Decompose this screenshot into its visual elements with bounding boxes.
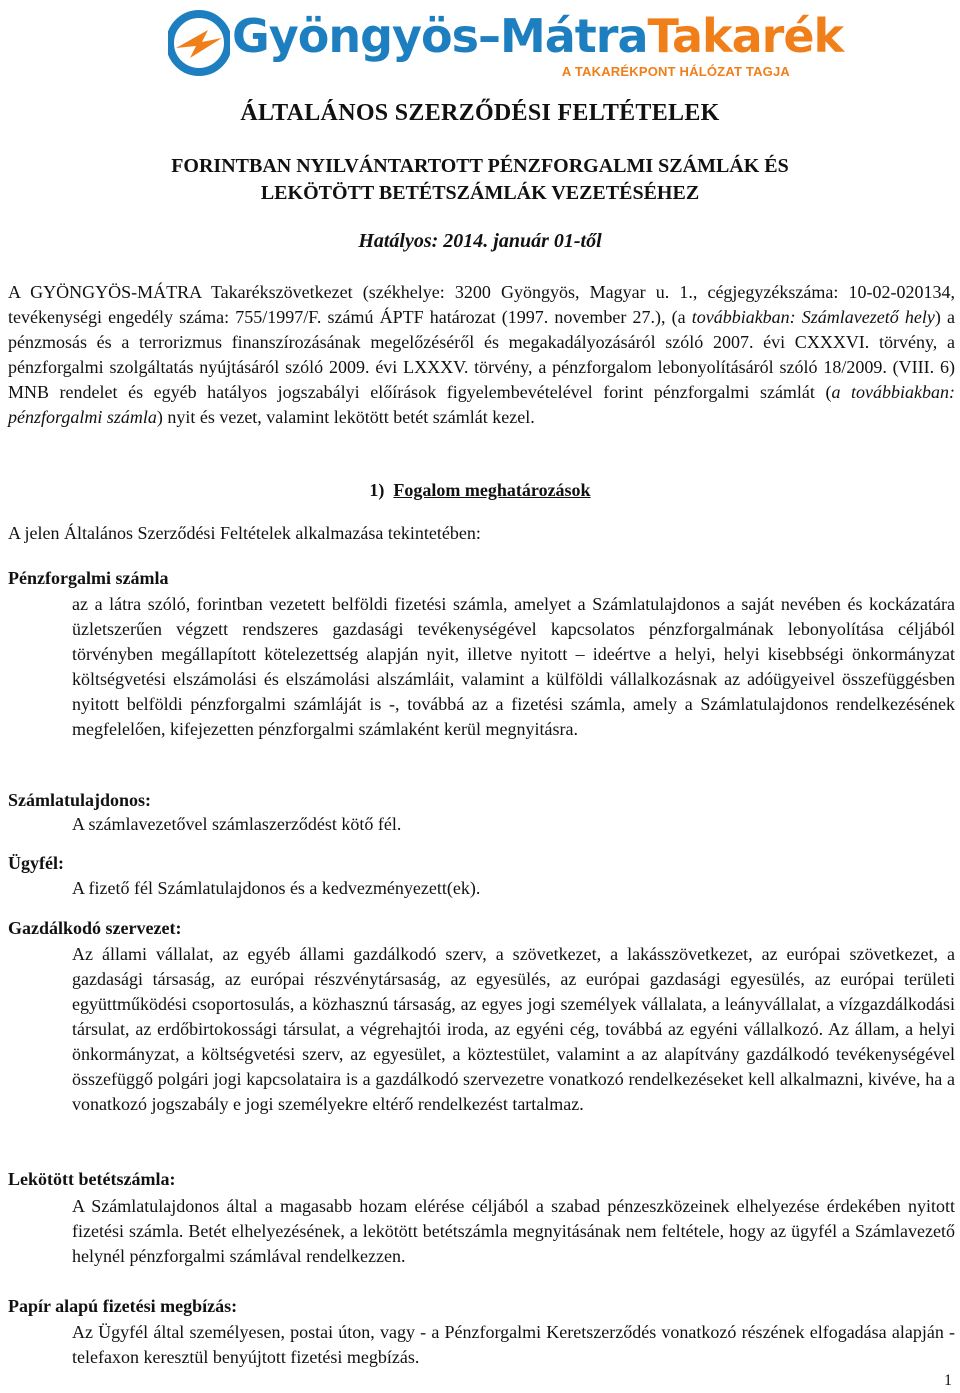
definition-text: A Számlatulajdonos által a magasabb hozam elérése céljából a szabad pénzeszközeinek elhelyezése érdekében nyitott fizetési számla. Betét elhelyezésének, a lekötött betétszámla megnyitásának nem feltétele, hogy az ügyfél a Számlavezető helynél pénzforgalmi számlával rendelkezzen. bbox=[72, 1196, 955, 1266]
definition-text: A számlavezetővel számlaszerződést kötő fél. bbox=[72, 814, 402, 834]
effective-date: Hatályos: 2014. január 01-től bbox=[358, 230, 602, 252]
subtitle-line-1: FORINTBAN NYILVÁNTARTOTT PÉNZFORGALMI SZÁMLÁK ÉS bbox=[171, 155, 789, 177]
subtitle-line-2: LEKÖTÖTT BETÉTSZÁMLÁK VEZETÉSÉHEZ bbox=[260, 182, 700, 204]
definition-term: Pénzforgalmi számla bbox=[8, 568, 169, 588]
scope-sentence: A jelen Általános Szerződési Feltételek alkalmazása tekintetében: bbox=[8, 523, 481, 543]
document-subtitle bbox=[0, 153, 960, 207]
definition-text: Az állami vállalat, az egyéb állami gazdálkodó szerv, a szövetkezet, a lakásszövetkezet, az európai szövetkezet, a gazdasági társaság, az európai részvénytársaság, az egyesülés, az európai gazdasági egyesülés, az európai területi együttműködési csoportosulás, a közhasznú társaság, az egyes jogi személyek vállalata, a leányvállalat, a vízgazdálkodási társulat, az erdőbirtokossági társulat, a végrehajtói iroda, az egyéni cég, továbbá az egyéni vállalkozó. Az állam, a helyi önkormányzat, a költségvetési szerv, az egyesület, a köztestület, valamint a az alapítvány gazdálkodó tevékenységével összefüggő polgári jogi kapcsolataira is a gazdálkodó szervezetre vonatkozó rendelkezéseket kell alkalmazni, kivéve, ha a vonatkozó jogszabály e jogi személyekre eltérő rendelkezést tartalmaz. bbox=[72, 944, 955, 1114]
definition-term: Lekötött betétszámla: bbox=[8, 1169, 176, 1189]
document-title: ÁLTALÁNOS SZERZŐDÉSI FELTÉTELEK bbox=[240, 100, 720, 126]
definition-term: Gazdálkodó szervezet: bbox=[8, 918, 182, 938]
definition-term: Ügyfél: bbox=[8, 853, 64, 873]
logo-tagline: A TAKARÉKPONT HÁLÓZAT TAGJA bbox=[561, 64, 790, 79]
definition-term: Papír alapú fizetési megbízás: bbox=[8, 1296, 238, 1316]
page-number: 1 bbox=[944, 1372, 952, 1389]
section-heading bbox=[0, 480, 960, 501]
definition-text: Az Ügyfél által személyesen, postai úton, vagy - a Pénzforgalmi Keretszerződés vonatkozó részének elfogadása alapján - telefaxon keresztül benyújtott fizetési megbízás. bbox=[72, 1322, 955, 1367]
definition-text: az a látra szóló, forintban vezetett belföldi fizetési számla, amelyet a Számlatulajdonos a saját nevében és kockázatára üzletszerűen végzett rendszeres gazdasági tevékenységével kapcsolatos pénzforgalmának lebonyolítása céljából törvényben megállapított kötelezettség alapján nyit, illetve nyitott – ideértve a helyi, helyi kisebbségi önkormányzat költségvetési elszámolási és elszámolási alszámláit, valamint a külföldi vállalkozásnak az adóügyeivel összefüggésben nyitott belföldi pénzforgalmi számláját is -, továbbá az a fizetési számla, amely a Számlatulajdonos rendelkezésének megfelelően, kifejezetten pénzforgalmi számlaként kerül megnyitásra. bbox=[72, 594, 955, 739]
intro-paragraph: A GYÖNGYÖS-MÁTRA Takarékszövetkezet (székhelye: 3200 Gyöngyös, Magyar u. 1., cégjegyzékszáma: 10-02-020134, tevékenységi engedély száma: 755/1997/F. számú ÁPTF határozat (1997. november 27.), (a továbbiakban: Számlavezető hely) a pénzmosás és a terrorizmus finanszírozásának megelőzéséről és megakadályozásáról szóló 2007. évi CXXXVI. törvény, a pénzforgalmi szolgáltatás nyújtásáról szóló 2009. évi LXXXV. törvény, a pénzforgalom lebonyolításáról szóló 18/2009. (VIII. 6) MNB rendelet és egyéb hatályos jogszabályi előírások figyelembevételével forint pénzforgalmi számlát (a továbbiakban: pénzforgalmi számla) nyit és vezet, valamint lekötött betét számlát kezel. bbox=[8, 282, 955, 428]
section-number: 1) bbox=[369, 480, 385, 500]
definition-term: Számlatulajdonos: bbox=[8, 790, 152, 810]
definition-text: A fizető fél Számlatulajdonos és a kedvezményezett(ek). bbox=[72, 878, 481, 898]
bank-logo bbox=[168, 6, 844, 84]
section-title: Fogalom meghatározások bbox=[393, 480, 591, 500]
arrow-swirl-icon bbox=[168, 8, 230, 78]
logo-brand-name: Gyöngyös–MátraTakarék bbox=[232, 9, 844, 63]
